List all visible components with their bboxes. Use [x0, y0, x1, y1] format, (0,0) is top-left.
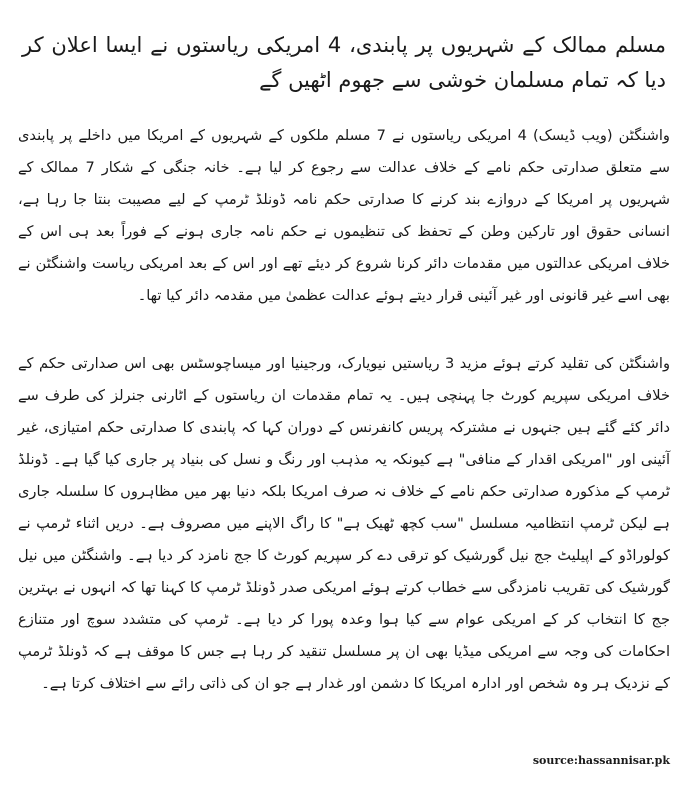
article-paragraph-2: واشنگٹن کی تقلید کرتے ہوئے مزید 3 ریاستیں نیویارک، ورجینیا اور میساچوسٹس بھی اس صدارتی حکم کے خلاف امریکی سپریم کورٹ جا پہنچی ہیں۔ یہ تمام مقدمات ان ریاستوں کے اٹارنی جنرلز کی طرف سے دائر کئے گئے ہیں جنہوں نے مشترکہ پریس کانفرنس کے دوران کہا کہ پابندی کا صدارتی حکم امتیازی، غیر آئینی اور "امریکی اقدار کے منافی" ہے کیونکہ یہ مذہب اور رنگ و نسل کی بنیاد پر جاری کیا گیا ہے۔ ڈونلڈ ٹرمپ کے مذکورہ صدارتی حکم نامے کے خلاف نہ صرف امریکا بلکہ دنیا بھر میں مظاہروں کا سلسلہ جاری ہے لیکن ٹرمپ انتظامیہ مسلسل "سب کچھ ٹھیک ہے" کا راگ الاپنے میں مصروف ہے۔ دریں اثناء ٹرمپ نے کولوراڈو کے اپیلیٹ جج نیل گورشیک کو ترقی دے کر سپریم کورٹ کا جج نامزد کر دیا ہے۔ واشنگٹن میں نیل گورشیک کی تقریب نامزدگی سے خطاب کرتے ہوئے امریکی صدر ڈونلڈ ٹرمپ کا کہنا تھا کہ انہوں نے بہترین جج کا انتخاب کر کے امریکی عوام سے کیا ہوا وعدہ پورا کر دیا ہے۔ ٹرمپ کی متشدد سوچ اور متنازع احکامات کی وجہ سے امریکی میڈیا بھی ان پر مسلسل تنقید کر رہا ہے جس کا موقف ہے کہ ڈونلڈ ٹرمپ کے نزدیک ہر وہ شخص اور ادارہ امریکا کا دشمن اور غدار ہے جو ان کی ذاتی رائے سے اختلاف کرتا ہے۔	[18, 355, 670, 692]
source-credit: source:hassannisar.pk	[532, 754, 670, 767]
article-headline: مسلم ممالک کے شہریوں پر پابندی، 4 امریکی ریاستوں نے ایسا اعلان کر دیا کہ تمام مسلمان خوشی سے جھوم اٹھیں گے	[22, 33, 666, 92]
article-paragraph-1: واشنگٹن (ویب ڈیسک) 4 امریکی ریاستوں نے 7 مسلم ملکوں کے شہریوں کے امریکا میں داخلے پر پابندی سے متعلق صدارتی حکم نامے کے خلاف عدالت سے رجوع کر لیا ہے۔ خانہ جنگی کے شکار 7 ممالک کے شہریوں پر امریکا کے دروازے بند کرنے کا صدارتی حکم نامہ ڈونلڈ ٹرمپ کے لیے مصیبت بنتا جا رہا ہے، انسانی حقوق اور تارکین وطن کے تحفظ کی تنظیموں نے حکم نامہ جاری ہونے کے فوراً بعد ہی اس کے خلاف امریکی عدالتوں میں مقدمات دائر کرنا شروع کر دیئے تھے اور اس کے بعد امریکی ریاست واشنگٹن نے بھی اسے غیر قانونی اور غیر آئینی قرار دیتے ہوئے عدالت عظمیٰ میں مقدمہ دائر کیا تھا۔	[18, 127, 670, 304]
